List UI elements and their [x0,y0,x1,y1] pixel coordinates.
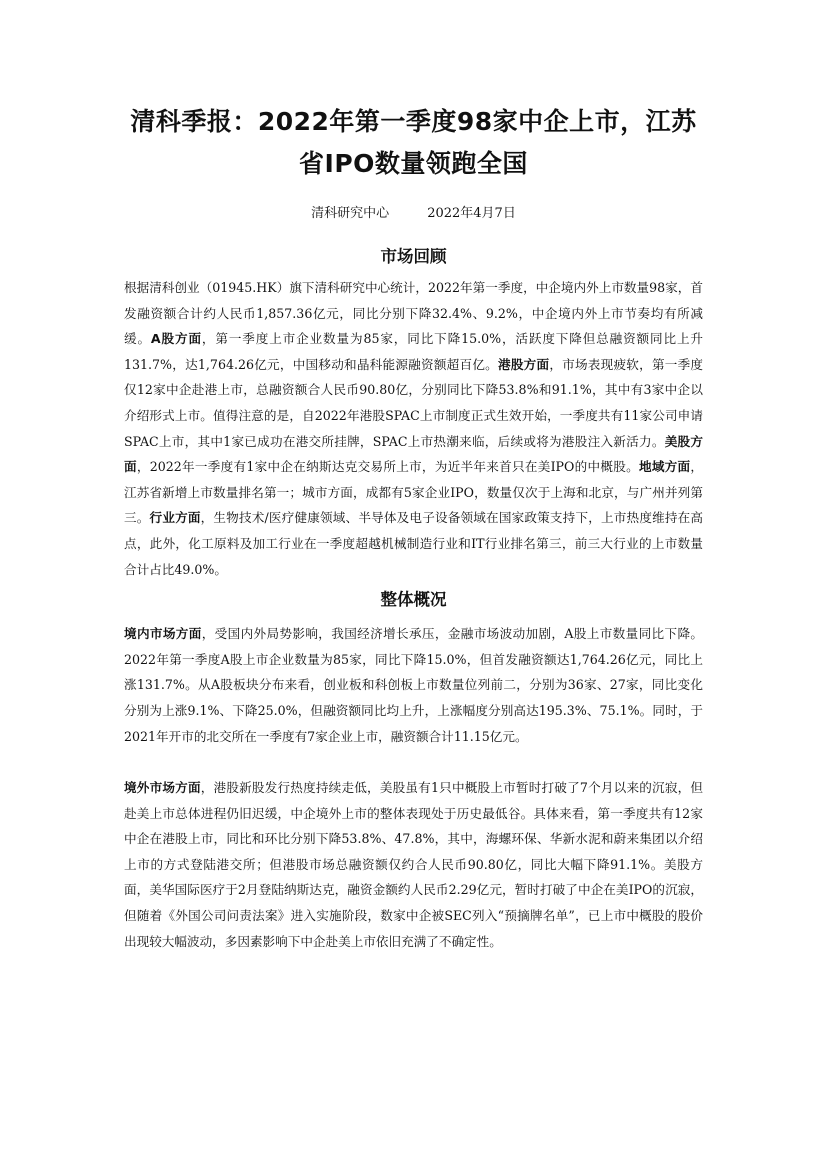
industry-text: ，生物技术/医疗健康领域、半导体及电子设备领域在国家政策支持下，上市热度维持在高点，此外，化工原料及加工行业在一季度超越机械制造行业和IT行业排名第三，前三大行业的上市数量合计占比49.0%。 [124,510,704,577]
section-heading-market-review: 市场回顾 [380,247,447,266]
overseas-label: 境外市场方面 [124,780,201,796]
a-share-label: A股方面 [150,331,202,347]
region-label: 地域方面 [638,459,691,475]
domestic-text: ，受国内外局势影响，我国经济增长承压，金融市场波动加剧，A股上市数量同比下降。 2022年第一季度A股上市企业数量为85家，同比下降15.0%，但首发融资额达1,764.26亿元，同比上涨131.7%。从A股板块分布来看，创业板和科创板上市数量位列前二，分别为36家、27家，同比变化分别为上涨9.1%、下降25.0%，但融资额同比均上升，上涨幅度分别高达195.3%、75.1%。同时，于2021年开市的北交所在一季度有7家企业上市，融资额合计11.15亿元。 [124,626,703,744]
document-meta [124,204,703,224]
paragraph-market-review [124,275,703,582]
us-text: ，2022年一季度有1家中企在纳斯达克交易所上市，为近半年来首只在美IPO的中概股。 [136,459,639,475]
document-author: 清科研究中心 [311,206,390,221]
section-heading-overview: 整体概况 [380,590,447,610]
hk-text: ，市场表现疲软，第一季度仅12家中企赴港上市，总融资额合人民币90.80亿，分别同比下降53.8%和91.1%，其中有3家中企以介绍形式上市。值得注意的是，自2022年港股SPAC上市制度正式生效开始，一季度共有11家公司申请SPAC上市，其中1家已成功在港交所挂牌，SPAC上市热潮来临，后续或将为港股注入新活力。 [124,356,704,449]
paragraph-domestic-market [124,621,703,749]
market-review-intro: 根据清科创业（01945.HK）旗下清科研究中心统计，2022年第一季度，中企境内外上市数量98家，首发融资额合计约人民币1,857.36亿元，同比分别下降32.4%、9.2%，中企境内外上市节奏均有所减缓。 [124,280,703,347]
document-title: 清科季报：2022年第一季度98家中企上市，江苏省IPO数量领跑全国 [130,107,697,178]
region-text: ，江苏省新增上市数量排名第一；城市方面，成都有5家企业IPO，数量仅次于上海和北京，与广州并列第三。 [124,459,704,526]
us-label: 美股方面 [124,433,703,475]
a-share-text: ，第一季度上市企业数量为85家，同比下降15.0%，活跃度下降但总融资额同比上升131.7%，达1,764.26亿元，中国移动和晶科能源融资额超百亿。 [124,331,703,372]
document-date: 2022年4月7日 [427,206,516,221]
paragraph-overseas-market [124,775,703,954]
hk-label: 港股方面 [497,356,550,372]
industry-label: 行业方面 [149,510,201,526]
overseas-text: ，港股新股发行热度持续走低，美股虽有1只中概股上市暂时打破了7个月以来的沉寂，但赴美上市总体进程仍旧迟缓，中企境外上市的整体表现处于历史最低谷。具体来看，第一季度共有12家中企在港股上市，同比和环比分别下降53.8%、47.8%，其中，海螺环保、华新水泥和蔚来集团以介绍上市的方式登陆港交所；但港股市场总融资额仅约合人民币90.80亿，同比大幅下降91.1%。美股方面，美华国际医疗于2月登陆纳斯达克，融资金额约人民币2.29亿元，暂时打破了中企在美IPO的沉寂，但随着《外国公司问责法案》进入实施阶段，数家中企被SEC列入“预摘牌名单”，已上市中概股的股价出现较大幅波动，多因素影响下中企赴美上市依旧充满了不确定性。 [124,780,704,949]
domestic-label: 境内市场方面 [124,626,202,642]
